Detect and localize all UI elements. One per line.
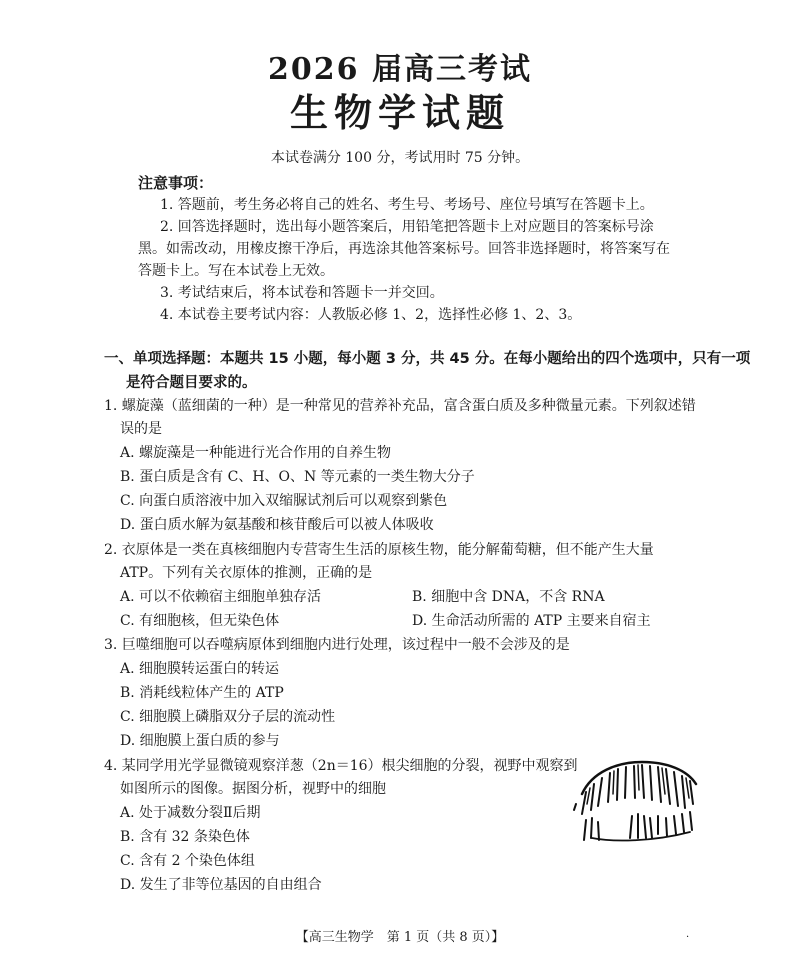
question-4-option-a: A. 处于减数分裂Ⅱ后期 [120,805,261,821]
exam-intro: 本试卷满分 100 分，考试用时 75 分钟。 [270,150,530,166]
question-2-stem-cont: ATP。下列有关衣原体的推测，正确的是 [120,565,373,581]
notice-line: 黑。如需改动，用橡皮擦干净后，再选涂其他答案标号。回答非选择题时，将答案写在 [138,241,670,257]
question-2-option-c: C. 有细胞核，但无染色体 [120,613,280,629]
question-1-option-b: B. 蛋白质是含有 C、H、O、N 等元素的一类生物大分子 [120,469,475,485]
section-heading-cont: 是符合题目要求的。 [126,375,257,391]
notice-heading: 注意事项： [138,174,214,192]
question-4-stem-cont: 如图所示的图像。据图分析，视野中的细胞 [120,781,386,797]
question-1-option-c: C. 向蛋白质溶液中加入双缩脲试剂后可以观察到紫色 [120,493,448,509]
notice-line: 答题卡上。写在本试卷上无效。 [138,263,334,279]
question-2-stem: 2. 衣原体是一类在真核细胞内专营寄生生活的原核生物，能分解葡萄糖，但不能产生大量 [104,542,654,558]
question-1-option-d: D. 蛋白质水解为氨基酸和核苷酸后可以被人体吸收 [120,517,434,533]
page-footer: 【高三生物学 第 1 页（共 8 页）】 [295,930,505,945]
question-3-stem: 3. 巨噬细胞可以吞噬病原体到细胞内进行处理，该过程中一般不会涉及的是 [104,637,570,653]
notice-line: 1. 答题前，考生务必将自己的姓名、考生号、考场号、座位号填写在答题卡上。 [160,197,654,213]
question-4-option-d: D. 发生了非等位基因的自由组合 [120,877,322,893]
question-3-option-a: A. 细胞膜转运蛋白的转运 [120,661,280,677]
chromosome-figure [572,754,704,844]
question-4-stem: 4. 某同学用光学显微镜观察洋葱（2n＝16）根尖细胞的分裂，视野中观察到 [104,758,578,774]
exam-subject-title: 生物学试题 [289,90,510,135]
question-2-option-b: B. 细胞中含 DNA，不含 RNA [412,589,605,605]
question-1-option-a: A. 螺旋藻是一种能进行光合作用的自养生物 [120,445,392,461]
exam-year-title: 2026 届高三考试 [268,52,532,87]
question-4-option-c: C. 含有 2 个染色体组 [120,853,255,869]
notice-line: 2. 回答选择题时，选出每小题答案后，用铅笔把答题卡上对应题目的答案标号涂 [160,219,654,235]
question-2-option-a: A. 可以不依赖宿主细胞单独存活 [120,589,322,605]
question-3-option-c: C. 细胞膜上磷脂双分子层的流动性 [120,709,336,725]
question-4-option-b: B. 含有 32 条染色体 [120,829,250,845]
notice-line: 4. 本试卷主要考试内容：人教版必修 1、2，选择性必修 1、2、3。 [160,307,582,323]
question-3-option-b: B. 消耗线粒体产生的 ATP [120,685,284,701]
question-1-stem: 1. 螺旋藻（蓝细菌的一种）是一种常见的营养补充品，富含蛋白质及多种微量元素。下列叙述错 [104,398,696,414]
question-1-stem-cont: 误的是 [120,421,162,437]
question-3-option-d: D. 细胞膜上蛋白质的参与 [120,733,280,749]
question-2-option-d: D. 生命活动所需的 ATP 主要来自宿主 [412,613,651,629]
section-heading: 一、单项选择题：本题共 15 小题，每小题 3 分，共 45 分。在每小题给出的四个选项中，只有一项 [104,351,751,367]
notice-line: 3. 考试结束后，将本试卷和答题卡一并交回。 [160,285,444,301]
page-mark: · [686,932,690,943]
